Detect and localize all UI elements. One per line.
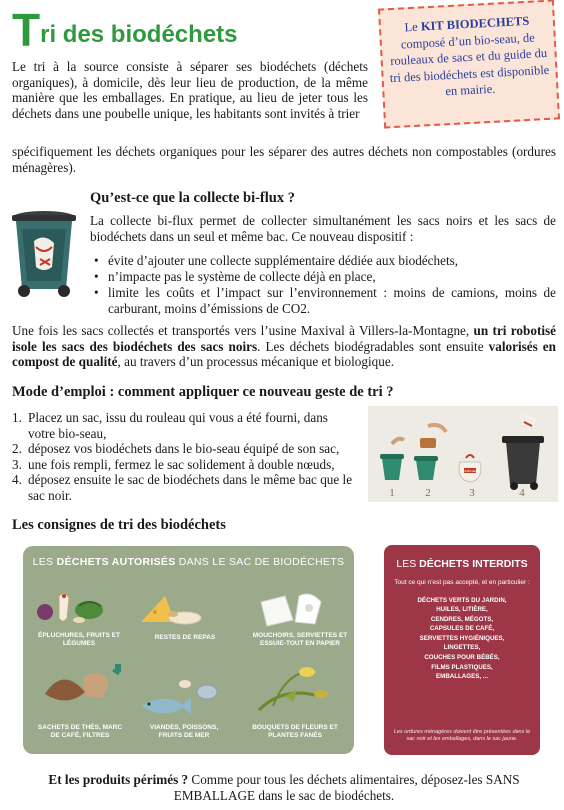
authorized-caption: RESTES DE REPAS bbox=[154, 634, 216, 641]
forbidden-item: COUCHES POUR BÉBÉS, bbox=[424, 654, 500, 662]
usine-paragraph: Une fois les sacs collectés et transportés vers l’usine Maxival à Villers-la-Montagne, un tri robotisé isole les sacs des biodéchets des sacs noirs. Les déchets biodégradables sont ensuite valorisés en compost de qualité, au travers d’un processus mécanique et biologique. bbox=[12, 323, 556, 370]
forbidden-item: LINGETTES, bbox=[443, 644, 481, 652]
steps-illustration bbox=[368, 406, 558, 502]
step-item: 1. Placez un sac, issu du rouleau qui vous a été fourni, dans votre bio-seau, bbox=[12, 410, 328, 441]
collecte-bullet: • n’impacte pas le système de collecte déjà en place, bbox=[108, 269, 556, 285]
authorized-caption: SACHETS DE THÉS, MARC DE CAFÉ, FILTRES bbox=[37, 724, 123, 739]
authorized-waste-panel bbox=[23, 546, 354, 754]
forbidden-item: SERVIETTES HYGIÉNIQUES, bbox=[419, 634, 505, 642]
step-number: 3 bbox=[469, 487, 475, 499]
step-number: 2 bbox=[425, 487, 431, 499]
authorized-caption: MOUCHOIRS, SERVIETTES ET ESSUIE-TOUT EN PAPIER bbox=[252, 632, 348, 647]
waste-illustrations bbox=[23, 546, 354, 754]
forbidden-item: DÉCHETS VERTS DU JARDIN, bbox=[417, 596, 507, 604]
intro-paragraph-continued: spécifiquement les déchets organiques pour les séparer des autres déchets non compostables (ordures ménagères). bbox=[12, 144, 556, 175]
mode-heading: Mode d’emploi : comment appliquer ce nouveau geste de tri ? bbox=[12, 384, 394, 400]
authorized-caption: ÉPLUCHURES, FRUITS ET LÉGUMES bbox=[38, 632, 120, 647]
forbidden-item: CAPSULES DE CAFÉ, bbox=[429, 625, 495, 633]
forbidden-list bbox=[384, 596, 540, 682]
forbidden-waste-panel bbox=[384, 545, 540, 755]
bin-icon bbox=[6, 207, 82, 299]
collecte-text: La collecte bi-flux permet de collecter simultanément les sacs noirs et les sacs de biodéchets dans un seul et même bac. Ce nouveau dispositif : bbox=[90, 213, 556, 244]
step-number: 4 bbox=[519, 487, 525, 499]
step-item: 3. une fois rempli, fermez le sac solidement à double nœuds, bbox=[12, 456, 335, 472]
authorized-caption: BOUQUETS DE FLEURS ET PLANTES FANÉS bbox=[252, 724, 338, 739]
forbidden-panel-title: LES DÉCHETS INTERDITS bbox=[396, 558, 528, 570]
forbidden-item: HUILES, LITIÈRE, bbox=[436, 606, 488, 614]
intro-paragraph: Le tri à la source consiste à séparer ses biodéchets (déchets organiques), à domicile, dès leur lieu de production, de la même manière que les emballages. En pratique, au lieu de jeter tous les déchets dans une poubelle unique, les habitants sont invités à trier bbox=[12, 59, 368, 121]
bag-label: BIODÉCHETS bbox=[460, 469, 480, 473]
page-title: Tri des biodéchets bbox=[12, 4, 238, 56]
forbidden-item: CENDRES, MÉGOTS, bbox=[430, 615, 494, 623]
collecte-bullet: • évite d’ajouter une collecte supplémentaire dédiée aux biodéchets, bbox=[108, 253, 556, 269]
consignes-heading: Les consignes de tri des biodéchets bbox=[12, 517, 226, 533]
steps-list bbox=[12, 410, 358, 504]
forbidden-item: FILMS PLASTIQUES, bbox=[431, 663, 493, 671]
forbidden-intro: Tout ce qui n’est pas accepté, et en particulier : bbox=[394, 579, 530, 586]
footer-note: Et les produits périmés ? Comme pour tous les déchets alimentaires, déposez-les SANS EMBALLAGE dans le sac de biodéchets. bbox=[48, 772, 520, 803]
forbidden-note: Les ordures ménagères doivent être présentées dans le sac noir et les emballages, dans le sac jaune. bbox=[393, 729, 531, 742]
authorized-caption: VIANDES, POISSONS, FRUITS DE MER bbox=[149, 724, 219, 739]
step-item: 4. déposez ensuite le sac de biodéchets dans le même bac que le sac noir. bbox=[12, 472, 353, 503]
authorized-panel-title: LES DÉCHETS AUTORISÉS DANS LE SAC DE BIODÉCHETS bbox=[32, 556, 345, 568]
step-item: 2. déposez vos biodéchets dans le bio-seau équipé de son sac, bbox=[12, 441, 340, 457]
step-number: 1 bbox=[389, 487, 395, 499]
forbidden-item: EMBALLAGES, ... bbox=[436, 673, 488, 681]
collecte-bullet: • limite les coûts et l’impact sur l’environnement : moins de camions, moins de carburant, moins d’émissions de CO2. bbox=[108, 285, 556, 316]
collecte-heading: Qu’est-ce que la collecte bi-flux ? bbox=[90, 190, 295, 206]
kit-info-box: Le KIT BIODECHETS composé d’un bio-seau, de rouleaux de sacs et du guide du tri des biodéchets est disponible en mairie. bbox=[378, 0, 560, 129]
